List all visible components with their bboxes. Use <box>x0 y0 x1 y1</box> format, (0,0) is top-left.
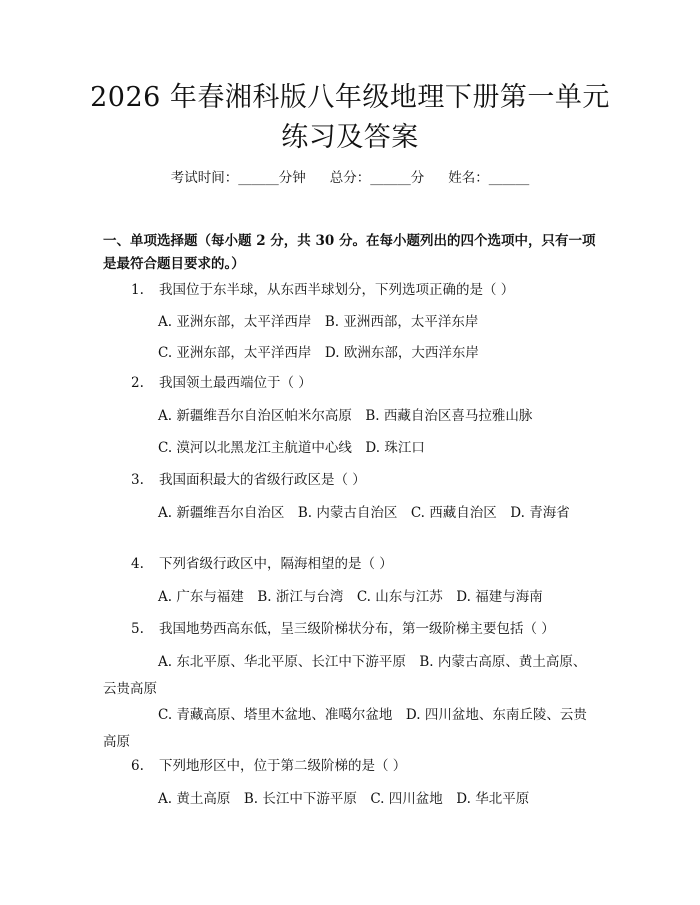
question-text: 我国地势西高东低，呈三级阶梯状分布，第一级阶梯主要包括（ ） <box>159 621 555 637</box>
question-5-options-line-2: C. 青藏高原、塔里木盆地、准噶尔盆地 D. 四川盆地、东南丘陵、云贵高原 <box>103 707 587 750</box>
question-5-options-line-1: A. 东北平原、华北平原、长江中下游平原 B. 内蒙古高原、黄土高原、云贵高原 <box>103 654 587 697</box>
question-number: 2. <box>131 375 144 391</box>
question-2 <box>103 373 599 394</box>
question-number: 3. <box>131 472 144 488</box>
question-number: 1. <box>131 282 144 298</box>
question-6 <box>103 756 599 777</box>
question-3-options: A. 新疆维吾尔自治区 B. 内蒙古自治区 C. 西藏自治区 D. 青海省 <box>158 505 570 521</box>
question-2-options-line-2: C. 漠河以北黑龙江主航道中心线 D. 珠江口 <box>158 440 425 456</box>
section-heading: 一、单项选择题（每小题 2 分，共 30 分。在每小题列出的四个选项中，只有一项是最符合题目要求的。） <box>103 233 596 272</box>
question-2-options-line-1: A. 新疆维吾尔自治区帕米尔高原 B. 西藏自治区喜马拉雅山脉 <box>158 408 533 424</box>
exam-time: 考试时间：______分钟 <box>170 170 306 186</box>
question-number: 6. <box>131 758 144 774</box>
student-name: 姓名：______ <box>448 170 530 186</box>
question-1-options-line-2: C. 亚洲东部，太平洋西岸 D. 欧洲东部，大西洋东岸 <box>158 345 479 361</box>
question-1-options-line-1: A. 亚洲东部，太平洋西岸 B. 亚洲西部，太平洋东岸 <box>158 314 479 330</box>
question-1 <box>103 280 599 301</box>
question-3 <box>103 470 599 491</box>
question-6-options: A. 黄土高原 B. 长江中下游平原 C. 四川盆地 D. 华北平原 <box>158 791 530 807</box>
question-5 <box>103 619 599 640</box>
question-text: 我国领土最西端位于（ ） <box>159 375 312 391</box>
exam-meta <box>0 168 700 188</box>
question-text: 我国位于东半球，从东西半球划分，下列选项正确的是（ ） <box>159 282 515 298</box>
question-4-options: A. 广东与福建 B. 浙江与台湾 C. 山东与江苏 D. 福建与海南 <box>158 589 543 605</box>
exam-total-score: 总分：______分 <box>329 170 425 186</box>
document-title: 2026 年春湘科版八年级地理下册第一单元练习及答案 <box>90 82 610 153</box>
question-4 <box>103 554 599 575</box>
question-text: 我国面积最大的省级行政区是（ ） <box>159 472 366 488</box>
question-text: 下列地形区中，位于第二级阶梯的是（ ） <box>159 758 407 774</box>
question-text: 下列省级行政区中，隔海相望的是（ ） <box>159 556 393 572</box>
question-number: 5. <box>131 621 144 637</box>
question-number: 4. <box>131 556 144 572</box>
